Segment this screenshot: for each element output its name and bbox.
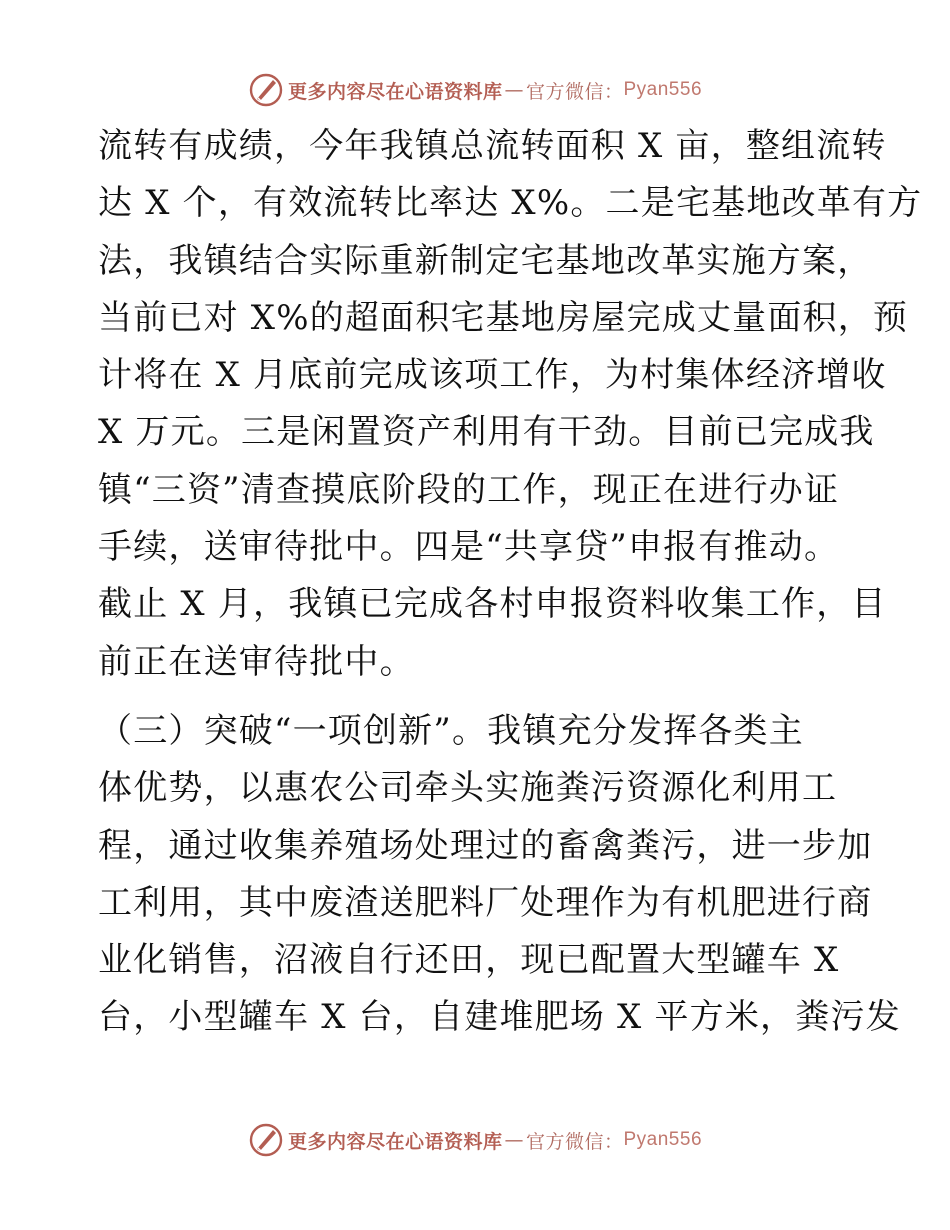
text-line: 流转有成绩，今年我镇总流转面积 X 亩，整组流转 — [98, 126, 887, 166]
footer-contact-id: Pyan556 — [623, 1129, 703, 1150]
text-line: 体优势，以惠农公司牵头实施粪污资源化利用工 — [98, 768, 838, 809]
text-line: 手续，送审待批中。四是“共享贷”申报有推动。 — [98, 527, 840, 568]
text-line: 前正在送审待批中。 — [98, 641, 415, 682]
quill-logo-icon — [248, 72, 284, 108]
footer-separator: — — [504, 1129, 524, 1151]
text-line: 计将在 X 月底前完成该项工作，为村集体经济增收 — [98, 355, 887, 396]
header-watermark-banner — [0, 70, 950, 110]
text-line: 业化销售，沼液自行还田，现已配置大型罐车 X — [98, 940, 840, 981]
header-promo-text: 更多内容尽在心语资料库 — [287, 80, 503, 103]
quill-logo-icon — [248, 1122, 284, 1158]
paragraph-1 — [98, 118, 923, 691]
text-line: 截止 X 月，我镇已完成各村申报资料收集工作，目 — [98, 584, 887, 625]
footer-watermark-banner — [0, 1120, 950, 1160]
text-line: 台，小型罐车 X 台，自建堆肥场 X 平方米，粪污发 — [98, 997, 901, 1038]
text-line: 程，通过收集养殖场处理过的畜禽粪污，进一步加 — [98, 825, 873, 866]
text-line: （三）突破“一项创新”。我镇充分发挥各类主 — [98, 710, 804, 751]
paragraph-2 — [98, 703, 901, 1047]
text-line: 当前已对 X%的超面积宅基地房屋完成丈量面积，预 — [98, 297, 909, 338]
text-line: X 万元。三是闲置资产利用有干劲。目前已完成我 — [98, 412, 875, 453]
text-line: 工利用，其中废渣送肥料厂处理作为有机肥进行商 — [98, 882, 873, 923]
footer-contact-label: 官方微信： — [525, 1130, 624, 1153]
document-body — [98, 118, 923, 1047]
text-line: 镇“三资”清查摸底阶段的工作，现正在进行办证 — [98, 469, 840, 510]
paragraph-gap — [98, 691, 858, 703]
footer-promo-text: 更多内容尽在心语资料库 — [287, 1130, 503, 1153]
text-line: 达 X 个，有效流转比率达 X%。二是宅基地改革有方 — [98, 183, 923, 224]
header-separator: — — [504, 79, 524, 101]
header-contact-label: 官方微信： — [525, 80, 624, 103]
text-line: 法，我镇结合实际重新制定宅基地改革实施方案， — [98, 240, 873, 281]
header-contact-id: Pyan556 — [623, 79, 703, 100]
